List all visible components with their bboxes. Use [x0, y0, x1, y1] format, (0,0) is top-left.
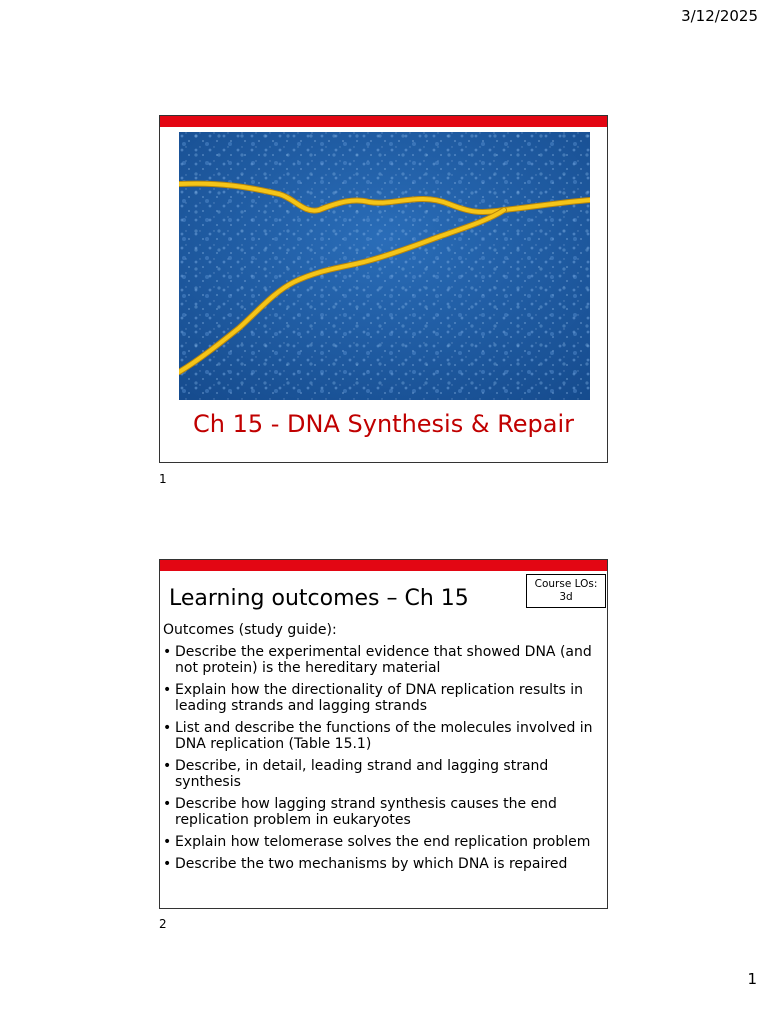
outcome-item: • Explain how telomerase solves the end replication problem: [163, 834, 603, 850]
slide-title: Learning outcomes – Ch 15: [169, 586, 469, 611]
outcome-item: • List and describe the functions of the molecules involved in DNA replication (Table 15.1): [163, 720, 603, 752]
slide-title: Ch 15 - DNA Synthesis & Repair: [192, 410, 575, 438]
slide-accent-bar: [160, 116, 607, 127]
dna-micrograph-image: [179, 132, 590, 400]
outcome-item: • Describe the two mechanisms by which DNA is repaired: [163, 856, 603, 872]
slide-number-2: 2: [159, 917, 167, 931]
slide-accent-bar: [160, 560, 607, 571]
course-los-box: [526, 574, 606, 608]
outcome-item: • Describe the experimental evidence that showed DNA (and not protein) is the hereditary material: [163, 644, 603, 676]
slide-number-1: 1: [159, 472, 167, 486]
outcomes-list: [163, 644, 603, 878]
outcome-item: • Describe how lagging strand synthesis causes the end replication problem in eukaryotes: [163, 796, 603, 828]
course-los-value: 3d: [559, 591, 573, 603]
slide-1: [159, 115, 608, 463]
course-los-label: Course LOs:: [534, 578, 598, 590]
outcome-item: • Describe, in detail, leading strand and lagging strand synthesis: [163, 758, 603, 790]
print-date: 3/12/2025: [681, 7, 758, 25]
outcome-item: • Explain how the directionality of DNA replication results in leading strands and lagging strands: [163, 682, 603, 714]
outcomes-heading: Outcomes (study guide):: [163, 622, 337, 638]
page-number: 1: [747, 970, 757, 988]
slide-2: [159, 559, 608, 909]
